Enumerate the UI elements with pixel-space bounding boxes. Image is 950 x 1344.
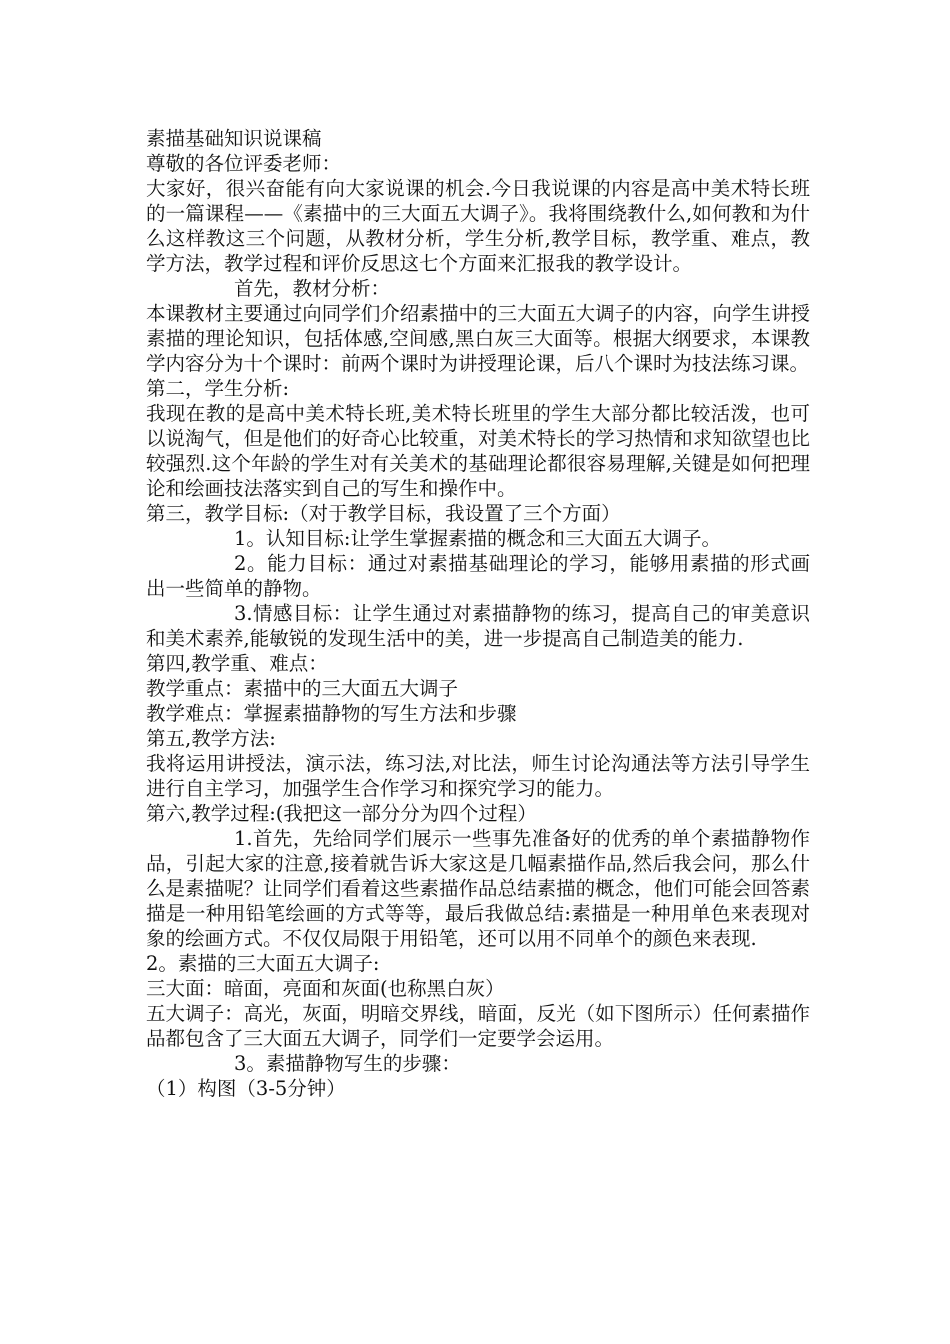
paragraph: 我现在教的是高中美术特长班,美术特长班里的学生大部分都比较活泼，也可以说淘气，但是他们的好奇心比较重，对美术特长的学习热情和求知欲望也比较强烈.这个年龄的学生对有关美术的基础理论都很容易理解,关键是如何把理论和绘画技法落实到自己的写生和操作中。 <box>146 402 810 500</box>
paragraph: 五大调子：高光，灰面，明暗交界线，暗面，反光（如下图所示）任何素描作品都包含了三大面五大调子，同学们一定要学会运用。 <box>146 1002 810 1050</box>
paragraph: 首先，教材分析： <box>234 277 391 300</box>
paragraph: 三大面：暗面，亮面和灰面(也称黑白灰） <box>146 977 505 1000</box>
paragraph: 大家好，很兴奋能有向大家说课的机会.今日我说课的内容是高中美术特长班的一篇课程——《素描中的三大面五大调子》。我将围绕教什么,如何教和为什么这样教这三个问题，从教材分析，学生分析,教学目标，教学重、难点，教学方法，教学过程和评价反思这七个方面来汇报我的教学设计。 <box>146 177 810 275</box>
paragraph: 3.情感目标：让学生通过对素描静物的练习，提高自己的审美意识和美术素养,能敏锐的发现生活中的美，进一步提高自己制造美的能力. <box>146 602 810 650</box>
paragraph: （1）构图（3-5分钟） <box>146 1077 346 1100</box>
paragraph: 第四,教学重、难点： <box>146 652 328 675</box>
paragraph: 1。认知目标:让学生掌握素描的概念和三大面五大调子。 <box>234 527 721 550</box>
paragraph: 3。素描静物写生的步骤： <box>234 1052 461 1075</box>
paragraph: 第二，学生分析: <box>146 377 290 400</box>
document-title: 素描基础知识说课稿 <box>146 127 322 150</box>
paragraph: 教学重点：素描中的三大面五大调子 <box>146 677 459 700</box>
paragraph: 第五,教学方法: <box>146 727 276 750</box>
paragraph: 1.首先，先给同学们展示一些事先准备好的优秀的单个素描静物作品，引起大家的注意,接着就告诉大家这是几幅素描作品,然后我会问，那么什么是素描呢？让同学们看着这些素描作品总结素描的概念，他们可能会回答素描是一种用铅笔绘画的方式等等，最后我做总结:素描是一种用单色来表现对象的绘画方式。不仅仅局限于用铅笔，还可以用不同单个的颜色来表现. <box>146 827 810 950</box>
paragraph: 2。能力目标：通过对素描基础理论的学习，能够用素描的形式画出一些简单的静物。 <box>146 552 810 600</box>
paragraph: 2。素描的三大面五大调子: <box>146 952 380 975</box>
paragraph: 本课教材主要通过向同学们介绍素描中的三大面五大调子的内容，向学生讲授素描的理论知识，包括体感,空间感,黑白灰三大面等。根据大纲要求，本课教学内容分为十个课时：前两个课时为讲授理论课，后八个课时为技法练习课。 <box>146 302 810 375</box>
document-page <box>146 126 810 1101</box>
paragraph: 教学难点：掌握素描静物的写生方法和步骤 <box>146 702 517 725</box>
paragraph: 第六,教学过程:(我把这一部分分为四个过程） <box>146 802 537 825</box>
paragraph: 尊敬的各位评委老师： <box>146 152 342 175</box>
paragraph: 我将运用讲授法，演示法，练习法,对比法，师生讨论沟通法等方法引导学生进行自主学习，加强学生合作学习和探究学习的能力。 <box>146 752 810 800</box>
document-body <box>146 151 810 1101</box>
paragraph: 第三，教学目标:（对于教学目标，我设置了三个方面） <box>146 502 621 525</box>
